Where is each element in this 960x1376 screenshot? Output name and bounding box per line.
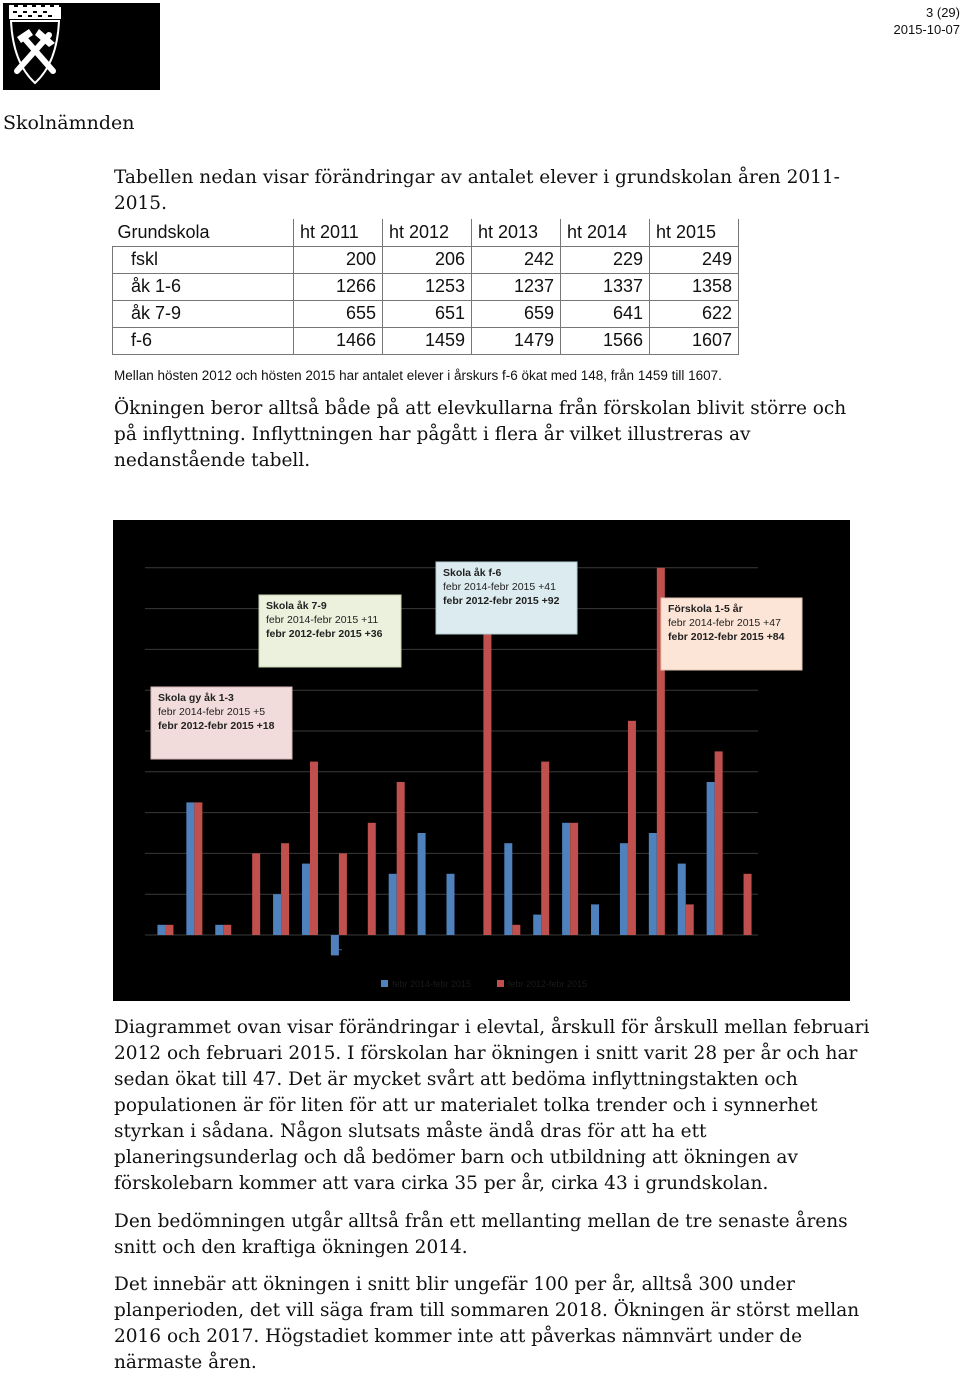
bar-series2-16 bbox=[628, 721, 636, 935]
bar-series2-18 bbox=[686, 904, 694, 935]
table-row bbox=[113, 246, 739, 273]
table-cell: 206 bbox=[383, 246, 472, 273]
increase-paragraph: Ökningen beror alltså både på att elevkullarna från förskolan blivit större och på inflyttning. Inflyttningen har pågått i flera år vilket illustreras av nedanstående tabell. bbox=[114, 398, 847, 471]
diagram-paragraph: Diagrammet ovan visar förändringar i elevtal, årskull för årskull mellan februari 2012 och februari 2015. I förskolan har ökningen i snitt varit 28 per år och har sedan ökat till 47. Det är mycket svårt att bedöma inflyttningstakten och populationen är för liten för att ur materialet tolka trender och i synnerhet styrkan i sådana. Någon slutsats måste ändå dras för att ha ett planeringsunderlag och då bedömer barn och utbildning att ökningen av förskolebarn kommer att vara cirka 35 per år, cirka 43 i grundskolan. bbox=[114, 1017, 870, 1194]
table-header-cell: Grundskola bbox=[113, 219, 294, 246]
table-row bbox=[113, 273, 739, 300]
bar-series1-9 bbox=[418, 833, 426, 935]
page-header-meta bbox=[760, 4, 960, 38]
bar-series1-8 bbox=[389, 874, 397, 935]
table-cell: 242 bbox=[472, 246, 561, 273]
legend-swatch-blue bbox=[381, 980, 388, 987]
row-label: fskl bbox=[113, 246, 294, 273]
table-header-cell: ht 2012 bbox=[383, 219, 472, 246]
annotation-box-gy bbox=[151, 687, 292, 759]
table-cell: 1237 bbox=[472, 273, 561, 300]
table-header-row bbox=[113, 219, 739, 246]
crown-hammers-emblem bbox=[3, 3, 160, 90]
annotation-line: febr 2012-febr 2015 +18 bbox=[158, 720, 275, 732]
row-label: åk 7-9 bbox=[113, 300, 294, 327]
bar-series2-1 bbox=[194, 802, 202, 935]
bar-series2-8 bbox=[397, 782, 405, 935]
bar-series2-2 bbox=[223, 925, 231, 935]
table-cell: 229 bbox=[561, 246, 650, 273]
bar-tick-label: 7 bbox=[334, 946, 344, 952]
legend-label: febr 2012-febr 2015 bbox=[508, 979, 588, 989]
bar-series1-15 bbox=[591, 904, 599, 935]
annotation-line: febr 2012-febr 2015 +84 bbox=[668, 631, 785, 643]
annotation-box-ak79 bbox=[259, 595, 401, 667]
bar-series1-1 bbox=[186, 802, 194, 935]
annotation-title: Skola gy åk 1-3 bbox=[158, 692, 234, 704]
legend-label: febr 2014-febr 2015 bbox=[392, 979, 472, 989]
page-number: 3 (29) bbox=[926, 5, 960, 20]
annotation-title: Förskola 1-5 år bbox=[668, 603, 743, 615]
annotation-title: Skola åk 7-9 bbox=[266, 600, 327, 612]
bar-series1-13 bbox=[533, 915, 541, 935]
table-cell: 1607 bbox=[650, 327, 739, 354]
bar-series1-12 bbox=[504, 843, 512, 935]
annotation-line: febr 2012-febr 2015 +36 bbox=[266, 628, 383, 640]
table-cell: 659 bbox=[472, 300, 561, 327]
table-header-cell: ht 2014 bbox=[561, 219, 650, 246]
bar-series1-19 bbox=[707, 782, 715, 935]
bar-series2-19 bbox=[715, 751, 723, 935]
bar-series1-14 bbox=[562, 823, 570, 935]
bar-series1-10 bbox=[447, 874, 455, 935]
table-cell: 249 bbox=[650, 246, 739, 273]
bar-series2-12 bbox=[512, 925, 520, 935]
table-note: Mellan hösten 2012 och hösten 2015 har antalet elever i årskurs f-6 ökat med 148, från 1459 till 1607. bbox=[114, 368, 722, 383]
bar-series1-0 bbox=[157, 925, 165, 935]
annotation-box-akf6 bbox=[436, 562, 577, 634]
intro-paragraph: Tabellen nedan visar förändringar av antalet elever i grundskolan åren 2011-2015. bbox=[114, 167, 840, 214]
table-cell: 1566 bbox=[561, 327, 650, 354]
annotation-line: febr 2014-febr 2015 +41 bbox=[443, 581, 556, 593]
organization-name: Skolnämnden bbox=[3, 112, 135, 134]
table-cell: 1479 bbox=[472, 327, 561, 354]
table-cell: 1459 bbox=[383, 327, 472, 354]
bar-series2-0 bbox=[165, 925, 173, 935]
bar-series2-3 bbox=[252, 853, 260, 935]
annotation-line: febr 2012-febr 2015 +92 bbox=[443, 595, 560, 607]
bar-series2-13 bbox=[541, 762, 549, 935]
bar-series2-5 bbox=[310, 762, 318, 935]
table-cell: 651 bbox=[383, 300, 472, 327]
table-row bbox=[113, 327, 739, 354]
table-cell: 1253 bbox=[383, 273, 472, 300]
grundskola-table bbox=[112, 219, 739, 355]
table-row bbox=[113, 300, 739, 327]
table-cell: 200 bbox=[294, 246, 383, 273]
annotation-box-forskola bbox=[661, 598, 802, 670]
annotation-line: febr 2014-febr 2015 +47 bbox=[668, 617, 781, 629]
table-cell: 1466 bbox=[294, 327, 383, 354]
bar-series2-7 bbox=[368, 823, 376, 935]
table-header-cell: ht 2013 bbox=[472, 219, 561, 246]
annotation-title: Skola åk f-6 bbox=[443, 567, 502, 579]
bar-series2-6 bbox=[339, 853, 347, 935]
table-cell: 655 bbox=[294, 300, 383, 327]
bar-series1-16 bbox=[620, 843, 628, 935]
row-label: f-6 bbox=[113, 327, 294, 354]
bar-series1-18 bbox=[678, 864, 686, 935]
bar-series2-14 bbox=[570, 823, 578, 935]
legend-swatch-red bbox=[497, 980, 504, 987]
table-cell: 641 bbox=[561, 300, 650, 327]
table-header-cell: ht 2011 bbox=[294, 219, 383, 246]
annotation-line: febr 2014-febr 2015 +11 bbox=[266, 614, 379, 626]
bar-series1-5 bbox=[302, 864, 310, 935]
table-cell: 1337 bbox=[561, 273, 650, 300]
row-label: åk 1-6 bbox=[113, 273, 294, 300]
bar-series2-20 bbox=[744, 874, 752, 935]
bar-series1-17 bbox=[649, 833, 657, 935]
table-cell: 1358 bbox=[650, 273, 739, 300]
municipal-logo bbox=[3, 3, 160, 90]
annotation-line: febr 2014-febr 2015 +5 bbox=[158, 706, 266, 718]
bar-series2-11 bbox=[483, 598, 491, 935]
assessment-paragraph: Den bedömningen utgår alltså från ett mellanting mellan de tre senaste årens snitt och den kraftiga ökningen 2014. bbox=[114, 1211, 848, 1258]
table-cell: 622 bbox=[650, 300, 739, 327]
bar-series1-4 bbox=[273, 894, 281, 935]
bar-series2-4 bbox=[281, 843, 289, 935]
conclusion-paragraph: Det innebär att ökningen i snitt blir ungefär 100 per år, alltså 300 under planperioden, det vill säga fram till sommaren 2018. Ökningen är störst mellan 2016 och 2017. Högstadiet kommer inte att påverkas nämnvärt under de närmaste åren. bbox=[114, 1274, 860, 1373]
document-date: 2015-10-07 bbox=[893, 22, 960, 37]
table-cell: 1266 bbox=[294, 273, 383, 300]
migration-bar-chart bbox=[113, 520, 850, 1001]
bar-series1-2 bbox=[215, 925, 223, 935]
table-header-cell: ht 2015 bbox=[650, 219, 739, 246]
